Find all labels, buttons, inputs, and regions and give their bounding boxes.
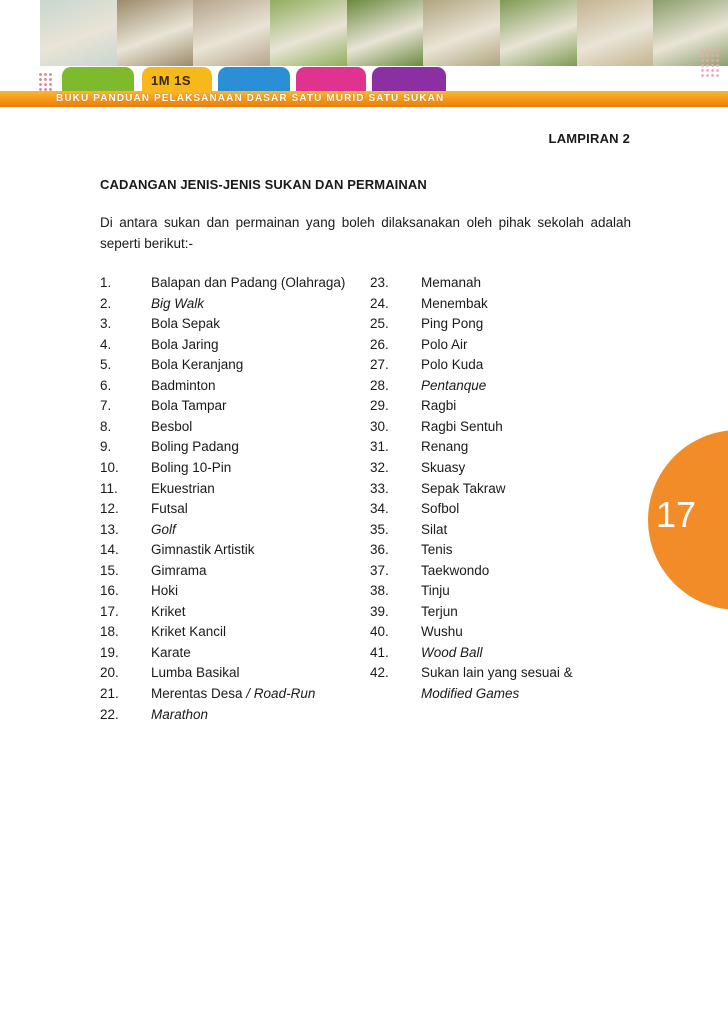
sports-photo: [500, 0, 577, 66]
list-label: Ping Pong: [421, 316, 484, 332]
list-label: Merentas Desa: [151, 686, 243, 701]
list-text: [421, 501, 459, 516]
list-number: 35.: [370, 521, 389, 537]
list-number: 17.: [100, 603, 119, 619]
list-label: Ragbi: [421, 398, 457, 414]
list-text: [151, 296, 204, 311]
list-text: [151, 419, 192, 434]
list-number: 19.: [100, 644, 119, 660]
list-text: [151, 481, 215, 496]
list-number: 42.: [370, 665, 389, 681]
list-number: 18.: [100, 624, 119, 640]
list-text: [421, 275, 481, 290]
list-label-italic: Marathon: [151, 706, 209, 722]
list-text: [421, 542, 453, 557]
list-text: [421, 686, 519, 701]
list-number: 14.: [100, 542, 119, 558]
list-number: 36.: [370, 542, 389, 558]
list-label: Wushu: [421, 624, 463, 640]
list-label: Bola Sepak: [151, 316, 221, 332]
list-number: 39.: [370, 603, 389, 619]
list-number: 6.: [100, 377, 112, 393]
list-text: [151, 583, 178, 598]
list-label-italic: Big Walk: [151, 295, 205, 311]
list-label-italic: Pentanque: [421, 377, 487, 393]
list-label: Kriket Kancil: [151, 624, 227, 640]
list-text: [421, 481, 506, 496]
list-label: Sukan lain yang sesuai &: [421, 665, 573, 681]
list-text: [151, 522, 176, 537]
list-label: Menembak: [421, 295, 488, 311]
list-text: [421, 645, 483, 660]
list-number: 23.: [370, 275, 389, 290]
sports-photo: [577, 0, 654, 66]
list-label-italic: Modified Games: [421, 686, 520, 701]
list-text: [421, 439, 468, 454]
list-text: [421, 378, 486, 393]
list-label: Hoki: [151, 583, 179, 599]
page-number: 17: [656, 494, 697, 535]
list-label: Lumba Basikal: [151, 665, 240, 681]
list-number: 29.: [370, 398, 389, 414]
list-text: [151, 275, 345, 290]
list-number: 32.: [370, 459, 389, 475]
list-number: 11.: [100, 480, 118, 496]
list-label: Futsal: [151, 501, 188, 517]
list-label: Skuasy: [421, 459, 466, 475]
list-number: 3.: [100, 316, 112, 332]
list-label: Memanah: [421, 275, 482, 290]
list-text: [151, 665, 240, 680]
list-label-italic: Golf: [151, 521, 176, 537]
list-number: 37.: [370, 562, 389, 578]
list-number: 1.: [100, 275, 112, 290]
list-number: 20.: [100, 665, 119, 681]
list-label: Bola Jaring: [151, 336, 219, 352]
list-text: [151, 460, 231, 475]
sports-photo: [423, 0, 500, 66]
list-label: Ragbi Sentuh: [421, 418, 503, 434]
list-text: [421, 563, 489, 578]
sports-photo: [117, 0, 194, 66]
list-label: Sofbol: [421, 501, 460, 517]
sports-photo: [347, 0, 424, 66]
list-label: Polo Air: [421, 336, 468, 352]
list-text: [421, 337, 468, 352]
list-label: Kriket: [151, 603, 186, 619]
list-text: [421, 316, 483, 331]
list-label: Bola Keranjang: [151, 357, 244, 373]
list-number: 24.: [370, 295, 389, 311]
list-label-italic: / Road-Run: [242, 686, 316, 701]
list-number: 4.: [100, 336, 112, 352]
list-number: 22.: [100, 706, 119, 722]
list-text: [421, 398, 456, 413]
section-title: CADANGAN JENIS-JENIS SUKAN DAN PERMAINAN: [100, 177, 427, 192]
list-label: Bola Tampar: [151, 398, 227, 414]
list-text: [151, 645, 191, 660]
list-label: Tenis: [421, 542, 453, 558]
list-number: 13.: [100, 521, 119, 537]
list-number: 40.: [370, 624, 389, 640]
list-text: [151, 439, 239, 454]
list-number: 34.: [370, 501, 389, 517]
logo-1m1s: 1M 1S: [151, 73, 192, 88]
list-label: Polo Kuda: [421, 357, 484, 373]
list-text: [151, 686, 315, 701]
list-text: [421, 460, 465, 475]
sports-photo-collage: [40, 0, 728, 66]
list-text: [421, 665, 573, 680]
list-text: [421, 296, 488, 311]
list-label: Taekwondo: [421, 562, 490, 578]
list-text: [151, 707, 208, 722]
list-text: [151, 337, 219, 352]
sports-photo: [40, 0, 117, 66]
list-text: [151, 563, 207, 578]
list-number: 33.: [370, 480, 389, 496]
list-text: [421, 522, 447, 537]
list-label: Boling 10-Pin: [151, 459, 232, 475]
list-number: 5.: [100, 357, 112, 373]
list-text: [151, 604, 186, 619]
list-label: Gimnastik Artistik: [151, 542, 255, 558]
list-number: 2.: [100, 295, 112, 311]
list-text: [151, 542, 255, 557]
list-text: [151, 398, 227, 413]
list-number: 31.: [370, 439, 389, 455]
list-number: 8.: [100, 418, 112, 434]
list-label: Besbol: [151, 418, 193, 434]
list-number: 12.: [100, 501, 119, 517]
sports-photo: [270, 0, 347, 66]
list-label: Terjun: [421, 603, 458, 619]
list-text: [151, 316, 220, 331]
banner-title: BUKU PANDUAN PELAKSANAAN DASAR SATU MURID SATU SUKAN: [56, 93, 445, 104]
list-number: 10.: [100, 459, 119, 475]
list-number: 38.: [370, 583, 389, 599]
list-number: 7.: [100, 398, 112, 414]
list-text: [151, 357, 243, 372]
list-label: Balapan dan Padang (Olahraga): [151, 275, 346, 290]
page-header: [0, 0, 728, 110]
list-label: Gimrama: [151, 562, 207, 578]
list-number: 27.: [370, 357, 389, 373]
list-text: [421, 624, 463, 639]
appendix-label: LAMPIRAN 2: [548, 131, 630, 146]
list-number: 28.: [370, 377, 389, 393]
list-label: Renang: [421, 439, 469, 455]
list-number: 26.: [370, 336, 389, 352]
list-label: Silat: [421, 521, 448, 537]
list-text: [421, 604, 458, 619]
list-text: [421, 583, 450, 598]
list-text: [151, 378, 216, 393]
list-label: Ekuestrian: [151, 480, 215, 496]
list-text: [151, 624, 226, 639]
list-label-italic: Wood Ball: [421, 644, 483, 660]
list-label: Badminton: [151, 377, 216, 393]
list-text: [421, 419, 503, 434]
list-label: Tinju: [421, 583, 450, 599]
sports-photo: [193, 0, 270, 66]
list-text: [421, 357, 483, 372]
color-tabs: [0, 63, 728, 93]
list-number: 15.: [100, 562, 119, 578]
list-number: 21.: [100, 686, 119, 701]
list-label: Sepak Takraw: [421, 480, 506, 496]
list-number: 25.: [370, 316, 389, 332]
list-number: 16.: [100, 583, 119, 599]
list-number: 9.: [100, 439, 112, 455]
intro-paragraph: Di antara sukan dan permainan yang boleh dilaksanakan oleh pihak sekolah adalah seperti berikut:-: [100, 215, 631, 251]
list-label: Karate: [151, 644, 191, 660]
list-label: Boling Padang: [151, 439, 239, 455]
list-text: [151, 501, 188, 516]
list-number: 30.: [370, 418, 389, 434]
list-number: 41.: [370, 644, 389, 660]
